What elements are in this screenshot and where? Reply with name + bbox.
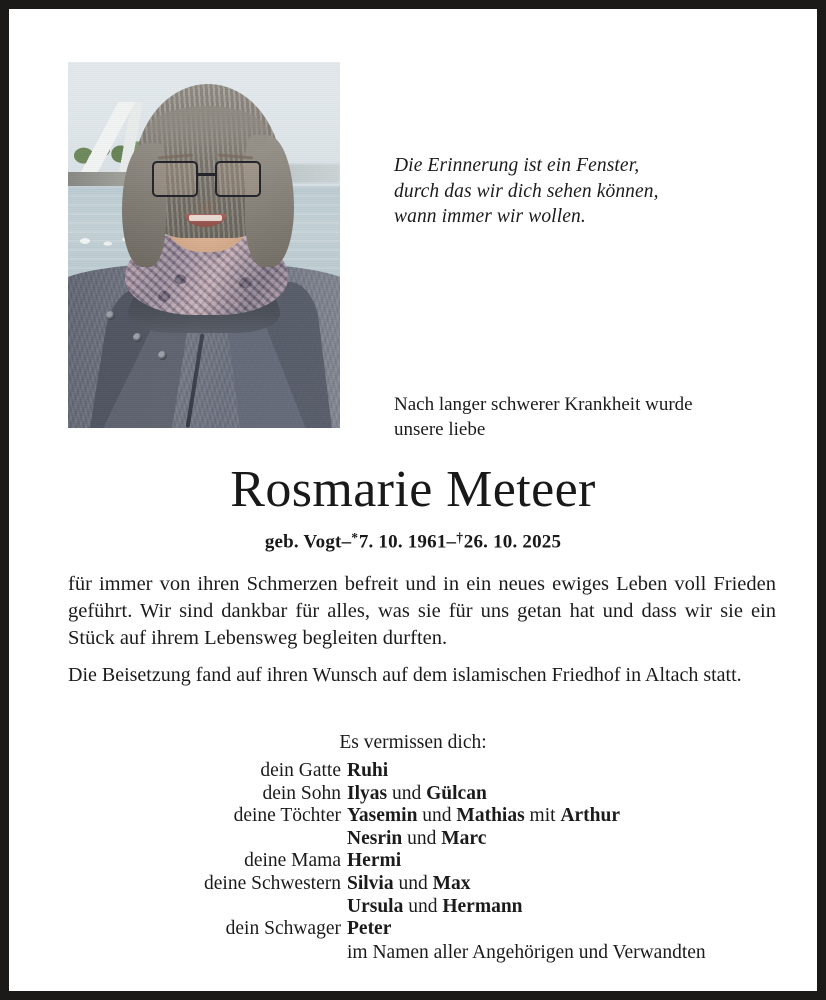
death-date: 26. 10. 2025: [463, 531, 562, 553]
obituary-paragraph-1: für immer von ihren Schmerzen befreit und in ein neues ewiges Leben voll Frieden geführt. Wir sind dankbar für alles, was sie für uns getan hat und dass wir sie ein Stück auf ihrem Lebensweg begleiten durften.: [68, 573, 776, 649]
birth-date: 7. 10. 1961: [358, 531, 447, 553]
mourner-names: Peter: [347, 918, 392, 940]
mourner-names: Ilyas und Gülcan: [347, 782, 487, 804]
mourner-relation: deine Töchter: [233, 805, 341, 827]
header-area: [9, 9, 817, 440]
intro-line: unsere liebe: [394, 419, 486, 440]
mourner-names: Hermi: [347, 850, 402, 872]
mourners-title: Es vermissen dich:: [339, 732, 487, 753]
mourner-relation: deine Mama: [244, 850, 341, 872]
dates-separator: –: [341, 531, 352, 553]
mourner-names: Ruhi: [347, 760, 389, 781]
photo-grain: [68, 62, 340, 428]
mourners-closing-row: [9, 942, 817, 965]
mourner-row: [9, 850, 817, 873]
mourner-names: Nesrin und Marc: [347, 827, 487, 849]
verse-line: Die Erinnerung ist ein Fenster,: [394, 155, 640, 176]
mourner-names: Ursula und Hermann: [347, 895, 523, 917]
notice-sheet: [9, 9, 817, 991]
verse-line: durch das wir dich sehen können,: [394, 180, 659, 202]
mourners-closing-text: im Namen aller Angehörigen und Verwandten: [347, 941, 706, 963]
mourner-row: [9, 918, 817, 941]
mourner-relation: dein Gatte: [260, 760, 341, 781]
verse-line: wann immer wir wollen.: [394, 206, 586, 227]
mourner-relation: dein Sohn: [262, 782, 341, 804]
life-dates: [9, 530, 817, 554]
dates-separator: –: [446, 531, 457, 553]
mourner-names: Yasemin und Mathias mit Arthur: [347, 805, 621, 827]
intro-line: Nach langer schwerer Krankheit wurde: [394, 394, 693, 415]
deceased-name: Rosmarie Meteer: [230, 461, 596, 518]
mourner-relation: dein Schwager: [225, 918, 341, 940]
memorial-verse: [394, 153, 764, 230]
mourner-row: [9, 873, 817, 896]
mourner-row: [9, 783, 817, 806]
birth-symbol: *: [351, 530, 359, 545]
mourner-row: [9, 805, 817, 828]
obituary-paragraph-2: Die Beisetzung fand auf ihren Wunsch auf dem islamischen Friedhof in Altach statt.: [68, 664, 742, 686]
mourner-row: [9, 896, 817, 919]
mourner-names: Silvia und Max: [347, 872, 471, 894]
mourner-relation: deine Schwestern: [204, 872, 341, 894]
mourner-row: [9, 828, 817, 851]
maiden-name: geb. Vogt: [264, 531, 342, 553]
mourners-list: [9, 760, 817, 964]
portrait-photo: [68, 62, 340, 428]
death-symbol: †: [456, 530, 464, 545]
intro-text: [394, 392, 774, 442]
mourner-row: [9, 760, 817, 783]
